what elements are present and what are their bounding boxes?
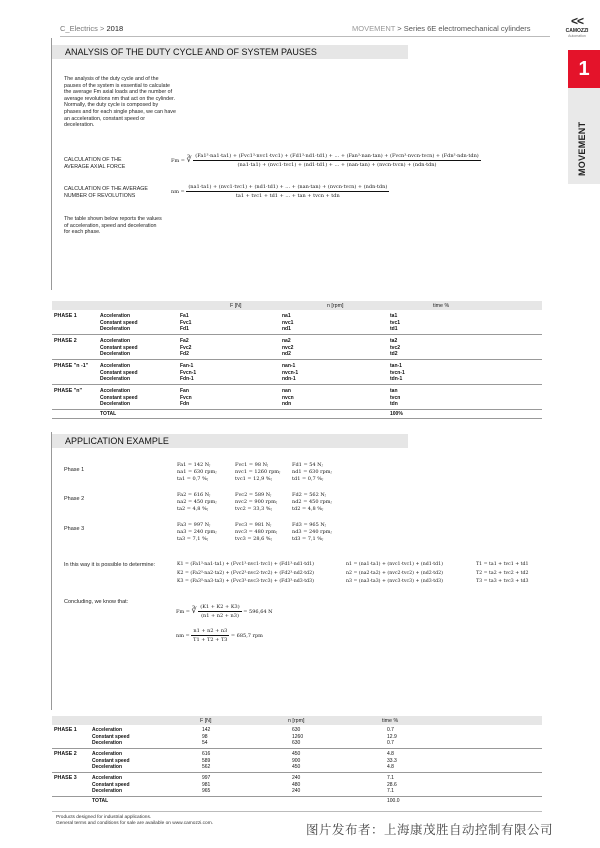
table-cell: nvcn	[282, 394, 294, 401]
example-table	[52, 716, 542, 806]
table-cell: 0.7	[387, 740, 394, 746]
table-cell: tvc1 = 12,9 %;	[235, 476, 273, 482]
phase-label: PHASE "n"	[54, 388, 82, 394]
table-cell: nd1 = 630 rpm;	[292, 469, 333, 475]
table-cell: nd3 = 240 rpm;	[292, 529, 333, 535]
table-total-row	[52, 797, 542, 806]
header-arrow-2: >	[397, 24, 402, 33]
table-header-row	[52, 301, 542, 310]
table-cell: td1	[390, 326, 398, 332]
table-cell: Fd2	[180, 351, 189, 357]
table-cell: na1 = 630 rpm;	[177, 469, 217, 475]
calc-rev-label: CALCULATION OF THE AVERAGE NUMBER OF REVOLUTIONS	[64, 186, 148, 199]
table-cell: ta3 = 7,1 %;	[177, 536, 209, 542]
formula-nm-lhs: nm =	[171, 189, 185, 195]
phase3-col3	[292, 522, 332, 543]
table-cell: T1 + T2 + T3	[193, 637, 228, 643]
table-cell: nvcn-1	[282, 369, 299, 376]
table-cell: ndn	[282, 401, 292, 407]
header-arrow: >	[100, 24, 105, 33]
chapter-label: MOVEMENT	[577, 121, 587, 176]
table-cell: K2 = (Fa2³·na2·ta2) + (Fvc2³·nvc2·tvc2) + (Fd2³·nd2·td2)	[177, 570, 314, 576]
section-title-analysis: ANALYSIS OF THE DUTY CYCLE AND OF SYSTEM PAUSES	[52, 45, 408, 59]
table-cell: Fvc1	[180, 319, 192, 326]
table-cell: ta2	[390, 338, 398, 344]
table-cell: n3 = (na3·ta3) + (nvc3·tvc3) + (nd3·td3)	[346, 579, 443, 584]
table-cell: (K1 + K2 + K3)	[200, 604, 240, 610]
header-time: time %	[382, 718, 399, 724]
table-cell: na1	[282, 313, 291, 319]
table-cell: Fdn-1	[180, 376, 194, 382]
table-row	[52, 401, 542, 408]
header-rpm: n [rpm]	[288, 718, 305, 724]
table-cell: nvc3 = 480 rpm;	[235, 529, 278, 535]
total-label: TOTAL	[92, 798, 109, 804]
table-group	[52, 725, 542, 749]
logo-name: CAMOZZI	[565, 28, 589, 34]
table-cell: tvc2	[390, 344, 401, 351]
table-cell: 1260	[292, 733, 304, 740]
table-cell: Fan	[180, 388, 189, 394]
table-cell: Fan-1	[180, 363, 194, 369]
phase2-col3	[292, 492, 332, 513]
header-force: F [N]	[200, 718, 212, 724]
table-cell: Deceleration	[100, 376, 131, 382]
header-subtitle: Series 6E electromechanical cylinders	[403, 24, 531, 33]
table-cell: tan-1	[390, 363, 402, 369]
total-label: TOTAL	[100, 411, 117, 417]
table-cell: 589	[202, 757, 211, 764]
table-cell: 54	[202, 740, 208, 746]
table-cell: T3 = ta3 + tvc3 + td3	[476, 579, 529, 584]
phase-label: PHASE 1	[54, 727, 77, 733]
table-row	[52, 740, 542, 747]
table-cell: tvc3 = 28,6 %;	[235, 536, 273, 542]
table-header-row	[52, 716, 542, 725]
table-cell: 240	[292, 775, 301, 781]
table-cell: Deceleration	[92, 788, 123, 794]
table-cell: Acceleration	[100, 313, 131, 319]
table-cell: tdn-1	[390, 376, 403, 382]
logo-sub: Automation	[568, 34, 586, 38]
formula-nm-numerator: (na1·ta1) + (nvc1·tvc1) + (nd1·td1) + ... + (nan·tan) + (nvcn·tvcn) + (ndn·tdn)	[188, 184, 388, 190]
formula-fm-fraction	[193, 153, 480, 168]
logo-mark-icon: <<	[570, 14, 583, 28]
camozzi-logo	[559, 14, 595, 44]
table-cell: Acceleration	[92, 727, 123, 733]
table-cell: Fdn	[180, 401, 190, 407]
table-total-row	[52, 410, 542, 419]
table-group	[52, 310, 542, 335]
table-cell: Deceleration	[100, 326, 131, 332]
table-cell: 142	[202, 727, 211, 733]
table-cell: 965	[202, 788, 211, 794]
table-cell: nd2 = 450 rpm;	[292, 499, 333, 505]
formula-fm-numerator: (Fa1³·na1·ta1) + (Fvc1³·nvc1·tvc1) + (Fd1³·nd1·td1) + ... + (Fan³·nan·tan) + (Fvcn³·nvcn·tvcn) + (Fdn³·ndn·tdn)	[195, 153, 479, 159]
table-cell: td2	[390, 351, 398, 357]
chapter-tab	[568, 88, 600, 184]
table-cell: Constant speed	[100, 319, 138, 326]
formula-average-force	[171, 153, 481, 168]
table-cell: Acceleration	[100, 388, 131, 394]
phase2-col2	[235, 492, 278, 513]
k-formulas	[177, 561, 314, 587]
n-formulas	[346, 561, 443, 587]
table-cell: n1 = (na1·ta1) + (nvc1·tvc1) + (nd1·td1)	[346, 562, 443, 567]
conclusion-label: Concluding, we know that:	[64, 599, 129, 605]
publisher-watermark: 图片发布者：上海康茂胜自动控制有限公司	[306, 823, 554, 837]
table-cell: Constant speed	[100, 344, 138, 351]
total-value: 100.0	[387, 798, 400, 804]
table-cell: Constant speed	[92, 757, 130, 764]
table-cell: Fd3 = 965 N;	[292, 522, 327, 528]
table-cell: Fa2 = 616 N;	[177, 492, 211, 498]
total-value: 100%	[390, 411, 403, 417]
table-cell: na2 = 450 rpm;	[177, 499, 217, 505]
phase2-label: Phase 2	[64, 496, 85, 502]
table-cell: tvc1	[390, 319, 401, 326]
table-cell: Constant speed	[100, 394, 138, 401]
table-cell: 630	[292, 740, 301, 746]
table-group	[52, 773, 542, 797]
footer-divider	[52, 811, 542, 812]
table-cell: nan	[282, 388, 291, 394]
table-cell: Fvc2 = 589 N;	[235, 492, 272, 498]
cube-root-icon: ∛	[186, 155, 192, 164]
footer-line-2: General terms and conditions for sale are available on www.camozzi.com.	[56, 821, 214, 826]
table-cell: ta1	[390, 313, 398, 319]
table-cell: na3 = 240 rpm;	[177, 529, 217, 535]
table-cell: Fd1 = 54 N;	[292, 462, 324, 468]
header-time: time %	[433, 303, 450, 309]
table-cell: 480	[292, 781, 301, 788]
table-group	[52, 335, 542, 360]
table-cell: ndn-1	[282, 376, 296, 382]
table-cell: 997	[202, 775, 211, 781]
determine-label: In this way it is possible to determine:	[64, 562, 156, 568]
duty-cycle-table	[52, 301, 542, 419]
table-cell: 450	[292, 764, 301, 770]
table-cell: td3 = 7,1 %;	[292, 536, 324, 542]
table-cell: Constant speed	[92, 781, 130, 788]
table-cell: 4.8	[387, 764, 394, 770]
table-cell: nvc1 = 1260 rpm;	[235, 469, 281, 475]
table-cell: Constant speed	[92, 733, 130, 740]
phase3-label: Phase 3	[64, 526, 85, 532]
table-cell: Fm =	[176, 609, 190, 615]
phase-label: PHASE 3	[54, 775, 77, 781]
result-force-formula	[176, 604, 273, 619]
table-cell: 562	[202, 764, 211, 770]
header-rpm: n [rpm]	[327, 303, 344, 309]
table-cell: 0.7	[387, 727, 394, 733]
phase-label: PHASE 2	[54, 751, 77, 757]
table-cell: tvc2 = 33,3 %;	[235, 506, 273, 512]
phase1-col2	[235, 462, 281, 483]
phase-label: PHASE 1	[54, 313, 77, 319]
result-force: = 596,64 N	[243, 609, 273, 615]
formula-average-revolutions	[171, 184, 389, 199]
table-cell: ta2 = 4,8 %;	[177, 506, 209, 512]
table-cell: 7.1	[387, 775, 394, 781]
phase1-col3	[292, 462, 332, 483]
table-cell: Deceleration	[100, 401, 131, 407]
table-cell: n2 = (na2·ta2) + (nvc2·tvc2) + (nd2·td2)	[346, 570, 443, 576]
table-cell: Fvcn-1	[180, 369, 197, 376]
table-cell: Fvc2	[180, 344, 192, 351]
table-group	[52, 385, 542, 410]
table-cell: td1 = 0,7 %;	[292, 476, 324, 482]
table-cell: 240	[292, 788, 301, 794]
table-cell: Fvc3 = 981 N;	[235, 522, 272, 528]
footer-line-1: Products designed for industrial applications.	[56, 815, 152, 820]
t-formulas	[476, 561, 529, 587]
table-cell: na2	[282, 338, 291, 344]
header-section: MOVEMENT	[352, 24, 396, 33]
table-cell: T2 = ta2 + tvc2 + td2	[476, 570, 529, 576]
table-cell: Acceleration	[100, 363, 131, 369]
table-cell: Deceleration	[92, 764, 123, 770]
table-row	[52, 376, 542, 383]
table-row	[52, 351, 542, 358]
intro-text: The analysis of the duty cycle and of the pauses of the system is essential to calculate the average Fm axial loads and the number of average revolutions nm that act on the cylinder. Normally, the duty cycle is composed by phases and for each single phase, we can have an acceleration, constant speed or deceleration.	[64, 76, 176, 129]
table-cell: K3 = (Fa3³·na3·ta3) + (Fvc3³·nvc3·tvc3) + (Fd3³·nd3·td3)	[177, 579, 314, 584]
table-cell: tan	[390, 388, 398, 394]
result-rev: = 685,7 rpm	[230, 633, 263, 639]
left-rule-1	[51, 38, 52, 290]
table-cell: 98	[202, 733, 208, 740]
table-cell: Deceleration	[100, 351, 131, 357]
table-cell: nm =	[176, 633, 190, 639]
table-cell: nd2	[282, 351, 291, 357]
table-cell: Fa1	[180, 313, 189, 319]
phase-label: PHASE "n -1"	[54, 363, 89, 369]
header-divider	[60, 36, 550, 37]
table-cell: Acceleration	[92, 751, 123, 757]
table-cell: tvcn-1	[390, 369, 405, 376]
table-cell: nd1	[282, 326, 291, 332]
chapter-number: 1	[568, 50, 600, 88]
table-cell: nvc2 = 900 rpm;	[235, 499, 278, 505]
table-cell: 900	[292, 757, 301, 764]
table-cell: T1 = ta1 + tvc1 + td1	[476, 562, 529, 567]
cube-root-icon: ∛	[191, 606, 197, 615]
table-cell: Deceleration	[92, 740, 123, 746]
header-breadcrumb	[60, 24, 123, 33]
table-cell: 12.9	[387, 733, 397, 740]
table-cell: 33.3	[387, 757, 397, 764]
table-cell: Acceleration	[92, 775, 123, 781]
table-cell: Acceleration	[100, 338, 131, 344]
table-row	[52, 764, 542, 771]
header-brand: C_Electrics	[60, 24, 98, 33]
table-cell: nvc1	[282, 319, 294, 326]
formula-fm-denominator: (na1·ta1) + (nvc1·tvc1) + (nd1·td1) + ... + (nan·tan) + (nvcn·tvcn) + (ndn·tdn)	[237, 162, 437, 168]
table-cell: Fa1 = 142 N;	[177, 462, 211, 468]
table-cell: Fvcn	[180, 394, 192, 401]
phase1-label: Phase 1	[64, 467, 85, 473]
table-cell: Fa3 = 997 N;	[177, 522, 211, 528]
table-cell: 616	[202, 751, 211, 757]
table-cell: nan-1	[282, 363, 296, 369]
header-title	[352, 24, 531, 33]
table-group	[52, 360, 542, 385]
table-row	[52, 326, 542, 333]
footer-text	[56, 815, 213, 827]
table-cell: 7.1	[387, 788, 394, 794]
table-cell: Fvc1 = 98 N;	[235, 462, 269, 468]
section-title-example: APPLICATION EXAMPLE	[52, 434, 408, 448]
phase3-col1	[177, 522, 217, 543]
left-rule-2	[51, 432, 52, 710]
header-force: F [N]	[230, 303, 242, 309]
table-note: The table shown below reports the values of acceleration, speed and deceleration for each phase.	[64, 216, 162, 236]
result-rev-formula	[176, 628, 263, 643]
formula-nm-fraction	[186, 184, 389, 199]
table-cell: tdn	[390, 401, 398, 407]
formula-fm-lhs: Fm =	[171, 158, 185, 164]
table-cell: nvc2	[282, 344, 294, 351]
table-cell: 981	[202, 781, 211, 788]
calc-force-label: CALCULATION OF THE AVERAGE AXIAL FORCE	[64, 157, 126, 170]
table-cell: tvcn	[390, 394, 401, 401]
table-row	[52, 788, 542, 795]
table-cell: Constant speed	[100, 369, 138, 376]
table-cell: Fd1	[180, 326, 189, 332]
table-cell: (n1 + n2 + n3)	[201, 613, 239, 619]
phase1-col1	[177, 462, 217, 483]
phase3-col2	[235, 522, 278, 543]
phase2-col1	[177, 492, 217, 513]
table-cell: 4.8	[387, 751, 394, 757]
table-group	[52, 749, 542, 773]
table-cell: 28.6	[387, 781, 397, 788]
formula-nm-denominator: ta1 + tvc1 + td1 + ... + tan + tvcn + tdn	[235, 193, 340, 199]
table-cell: td2 = 4,8 %;	[292, 506, 324, 512]
header-year: 2018	[106, 24, 124, 33]
table-cell: Fd2 = 562 N;	[292, 492, 327, 498]
table-cell: n1 + n2 + n3	[193, 628, 228, 634]
table-cell: 630	[292, 727, 301, 733]
table-cell: Fa2	[180, 338, 189, 344]
table-cell: 450	[292, 751, 301, 757]
table-cell: K1 = (Fa1³·na1·ta1) + (Fvc1³·nvc1·tvc1) + (Fd1³·nd1·td1)	[177, 562, 314, 567]
phase-label: PHASE 2	[54, 338, 77, 344]
table-cell: ta1 = 0,7 %;	[177, 476, 209, 482]
